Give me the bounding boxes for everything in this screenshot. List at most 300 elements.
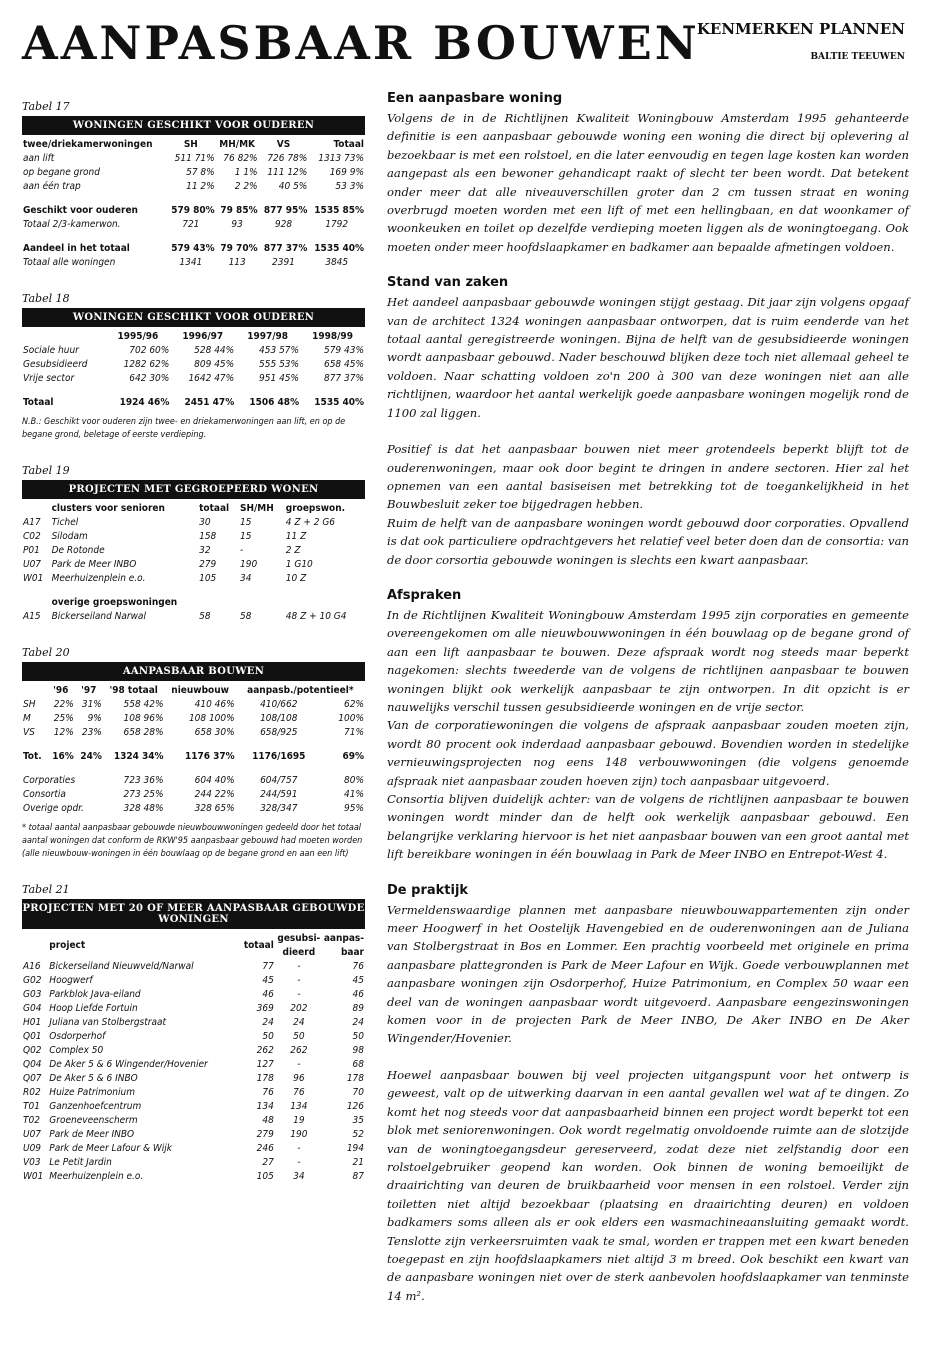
table-cell: - [297, 1157, 301, 1168]
row-label: Gesubsidieerd [23, 359, 88, 370]
table-cell: 1535 40% [314, 397, 364, 408]
table-cell: 558 42% [123, 699, 164, 710]
table-row [22, 218, 365, 232]
table-cell: 1282 62% [123, 359, 170, 370]
table-cell: 89 [352, 1003, 364, 1014]
project-code: G03 [23, 989, 42, 1000]
table-cell: 169 9% [329, 167, 364, 178]
table-row [22, 1156, 365, 1170]
table-cell: 22% [53, 699, 74, 710]
table-cell: 113 [228, 257, 246, 268]
table-cell: 25% [53, 713, 74, 724]
tabel-21-table [22, 932, 365, 1184]
table-cell: 69% [342, 751, 364, 762]
table-cell: 87 [352, 1171, 364, 1182]
table-cell: 178 [346, 1073, 364, 1084]
tabel-18 [22, 292, 365, 442]
table-cell: 134 [290, 1101, 308, 1112]
project-code: Q02 [23, 1045, 42, 1056]
table-cell: 108 96% [123, 713, 164, 724]
column-header: 1997/98 [247, 331, 289, 342]
table-cell: 15 [240, 517, 252, 528]
project-name: De Rotonde [51, 545, 105, 556]
table-cell: 12% [53, 727, 74, 738]
table-cell: 642 30% [129, 373, 170, 384]
table-caption: Tabel 19 [22, 464, 70, 477]
section-heading: Stand van zaken [387, 275, 509, 291]
table-cell: 46 [262, 989, 274, 1000]
tabel-20 [22, 646, 365, 861]
table-cell: 262 [256, 1045, 274, 1056]
table-cell: 48 Z + 10 G4 [285, 611, 347, 622]
table-row [22, 698, 365, 712]
table-row [22, 358, 365, 372]
table-cell: 50 [262, 1031, 274, 1042]
paragraph [387, 1048, 909, 1066]
row-label: Totaal alle woningen [23, 257, 116, 268]
project-code: T02 [23, 1115, 40, 1126]
table-cell: 928 [274, 219, 293, 230]
column-header: SH [183, 139, 198, 150]
table-cell: 15 [240, 531, 252, 542]
row-label: Geschikt voor ouderen [23, 205, 138, 216]
column-header: VS [276, 139, 291, 150]
project-code: G04 [23, 1003, 42, 1014]
table-title: WONINGEN GESCHIKT VOOR OUDEREN [22, 116, 365, 135]
table-cell: 19 [293, 1115, 305, 1126]
table-cell: - [297, 961, 301, 972]
paragraph: Volgens de in de Richtlijnen Kwaliteit Woningbouw Amsterdam 1995 gehanteerde definitie is een aanpasbaar gebouwde woning een woning die direct bij oplevering al bezoekbaar is met een rolstoel, en die later eenvoudig en tegen lage kosten kan worden aangepast als een bewoner gehandicapt raakt of slecht ter been wordt. Dat betekent onder meer dat alle niveauverschillen groter dan 2 cm tussen straat en woning overbrugd moeten worden met een lift of met een hellingbaan, en dat woonkamer of woonkeuken en toilet op dezelfde verdieping moeten liggen als de woningtoegang. Ook moeten onder meer hoofdslaapkamer en badkamer aan bepaalde afmetingen voldoen. [387, 111, 909, 254]
project-name: De Aker 5 & 6 Wingender/Hovenier [49, 1059, 208, 1070]
table-row [22, 988, 365, 1002]
table-cell: 24% [80, 751, 102, 762]
project-name: Groeneveenscherm [49, 1115, 138, 1126]
table-note: * totaal aantal aanpasbaar gebouwde nieuwbouwwoningen gedeeld door het totaal aantal woningen dat conform de RKW'95 aanpasbaar gebouwd had moeten worden (alle nieuwbouw-woningen in één bouwlaag op de begane grond en aan een lift) [22, 823, 363, 859]
tabel-19 [22, 464, 365, 624]
project-name: Ganzenhoefcentrum [49, 1101, 142, 1112]
row-label: Overige opdr. [23, 803, 84, 814]
column-header: aanpasb./potentieel* [247, 685, 354, 696]
table-cell: 279 [199, 559, 217, 570]
table-cell: 1792 [325, 219, 349, 230]
table-title: PROJECTEN MET 20 OF MEER AANPASBAAR GEBOUWDE WONINGEN [22, 899, 365, 929]
table-cell: 45 [352, 975, 364, 986]
table-row [22, 712, 365, 726]
table-cell: 658 45% [323, 359, 364, 370]
table-cell: 2 Z [285, 545, 301, 556]
table-caption: Tabel 18 [22, 292, 70, 305]
table-cell: 58 [240, 611, 252, 622]
table-row [22, 1114, 365, 1128]
table-cell: 79 85% [220, 205, 258, 216]
column-header: Totaal [333, 139, 364, 150]
project-name: Meerhuizenplein e.o. [49, 1171, 144, 1182]
table-row [22, 1016, 365, 1030]
table-cell: 50 [352, 1031, 364, 1042]
table-cell: 52 [352, 1129, 364, 1140]
table-cell: 3845 [325, 257, 349, 268]
row-label: M [23, 713, 31, 724]
table-cell: 1341 [179, 257, 203, 268]
project-code: U07 [23, 559, 42, 570]
table-cell: 50 [293, 1031, 305, 1042]
table-cell: 1642 47% [188, 373, 235, 384]
project-code: W01 [23, 573, 44, 584]
author-name: BALTIE TEEUWEN [810, 52, 905, 62]
table-row [22, 726, 365, 740]
table-row [22, 180, 365, 194]
table-cell: 48 [262, 1115, 274, 1126]
column-header: nieuwbouw [171, 685, 229, 696]
section-kicker: KENMERKEN PLANNEN [696, 20, 905, 38]
project-name: Park de Meer INBO [51, 559, 137, 570]
table-title: AANPASBAAR BOUWEN [22, 662, 365, 681]
table-cell: 328/347 [260, 803, 298, 814]
column-header: SH/MH [240, 503, 274, 514]
section-heading: Afspraken [387, 587, 462, 603]
table-cell: 111 12% [267, 167, 308, 178]
table-cell: 127 [256, 1059, 274, 1070]
table-cell: 328 65% [194, 803, 235, 814]
article-section [387, 882, 909, 1306]
project-code: A15 [23, 611, 41, 622]
table-cell: 877 37% [323, 373, 364, 384]
tables-column [22, 100, 365, 1184]
section-heading: Een aanpasbare woning [387, 91, 563, 106]
project-name: Silodam [51, 531, 88, 542]
project-code: A16 [23, 961, 41, 972]
table-cell: 27 [262, 1157, 274, 1168]
table-cell: - [297, 1143, 301, 1154]
table-cell: 410/662 [260, 699, 298, 710]
table-cell: 24 [352, 1017, 364, 1028]
table-row [22, 750, 365, 764]
table-cell: 369 [256, 1003, 274, 1014]
table-cell: 555 53% [259, 359, 300, 370]
table-row [22, 1072, 365, 1086]
table-row [22, 774, 365, 788]
table-row [22, 974, 365, 988]
paragraph: Hoewel aanpasbaar bouwen bij veel projecten uitgangspunt voor het ontwerp is geweest, valt op de uitwerking daarvan in een aantal gevallen wel wat af te dingen. Zo komt het nog steeds voor dat aanpasbaarheid binnen een project wordt beperkt tot een blok met seniorenwoningen. Ook wordt regelmatig onvoldoende ruimte aan de slotzijde van de woningtoegangsdeur gereserveerd, zodat deze niet zelfstandig door een rolstoelgebruiker geopend kan worden. Ook binnen de woning bemoeilijkt de draairichting van deuren de bruikbaarheid voor mensen in een rolstoel. Verder zijn toiletten niet altijd bezoekbaar (plaatsing en draairichting deuren) en voldoen badkamers soms alleen als er ook elders een wasmachineaansluiting gemaakt wordt. Tenslotte zijn verkeersruimten vaak te smal, worden er trappen met een kwart beneden toegepast en zijn hoofdslaapkamers niet altijd 3 m breed. Ook beschikt een kwart van de aanpasbare woningen niet over de sterk aanbevolen hoofdslaapkamer van tenminste 14 m². [387, 1067, 909, 1303]
table-row [22, 152, 365, 166]
project-code: U07 [23, 1129, 42, 1140]
project-name: Huize Patrimonium [49, 1087, 135, 1098]
tabel-17 [22, 100, 365, 270]
table-cell: 30 [199, 517, 211, 528]
table-cell: 1176 37% [184, 751, 235, 762]
table-cell: 453 57% [259, 345, 300, 356]
table-cell: 658/925 [260, 727, 298, 738]
table-row [22, 1142, 365, 1156]
project-name: Osdorperhof [49, 1031, 106, 1042]
table-cell: 71% [344, 727, 364, 738]
table-cell: 273 25% [123, 789, 164, 800]
table-cell: - [297, 1059, 301, 1070]
table-cell: 1313 73% [318, 153, 364, 164]
project-code: W01 [23, 1171, 44, 1182]
table-cell: 95% [344, 803, 364, 814]
table-cell: 80% [344, 775, 364, 786]
row-label: Consortia [23, 789, 66, 800]
project-code: U09 [23, 1143, 42, 1154]
table-cell: 202 [290, 1003, 308, 1014]
column-header: 1998/99 [312, 331, 353, 342]
table-row [22, 1086, 365, 1100]
table-cell: - [297, 989, 301, 1000]
row-label: Totaal 2/3-kamerwon. [23, 219, 121, 230]
table-cell: 702 60% [129, 345, 170, 356]
table-cell: 45 [262, 975, 274, 986]
column-header [22, 684, 47, 698]
table-row [22, 1058, 365, 1072]
table-cell: 40 5% [278, 181, 308, 192]
paragraph: Positief is dat het aanpasbaar bouwen niet meer grotendeels beperkt blijft tot de ouderenwoningen, maar ook door begint te dringen in andere sectoren. Hier zal het opnemen van een aantal basiseisen met betrekking tot de toegankelijkheid in het Bouwbesluit zeker toe bijgedragen hebben. [387, 442, 909, 512]
column-header: '96 [53, 685, 69, 696]
table-cell: 178 [256, 1073, 274, 1084]
table-cell: 1535 85% [314, 205, 364, 216]
row-label: Vrije sector [23, 373, 75, 384]
table-cell: 41% [344, 789, 364, 800]
table-row [22, 1128, 365, 1142]
table-caption: Tabel 17 [22, 100, 70, 113]
table-row [22, 242, 365, 256]
tabel-17-table [22, 138, 365, 270]
table-row [22, 558, 365, 572]
project-name: De Aker 5 & 6 INBO [49, 1073, 138, 1084]
table-row [22, 166, 365, 180]
column-header: project [49, 940, 86, 951]
row-label: SH [23, 699, 36, 710]
table-cell: 24 [293, 1017, 305, 1028]
table-cell: 70 [352, 1087, 364, 1098]
table-cell: 96 [293, 1073, 305, 1084]
table-cell: 126 [346, 1101, 364, 1112]
table-cell: 158 [199, 531, 217, 542]
project-name: Meerhuizenplein e.o. [51, 573, 146, 584]
table-row [22, 1030, 365, 1044]
table-cell: 1324 34% [113, 751, 164, 762]
table-cell: 951 45% [259, 373, 300, 384]
row-label: VS [23, 727, 35, 738]
column-header: '98 totaal [109, 685, 158, 696]
table-cell: - [297, 975, 301, 986]
table-cell: 1176/1695 [252, 751, 306, 762]
tabel-19-table [22, 502, 365, 624]
table-title: PROJECTEN MET GEGROEPEERD WONEN [22, 480, 365, 499]
table-cell: 1 G10 [285, 559, 313, 570]
page-title: AANPASBAAR BOUWEN [22, 16, 700, 70]
table-cell: 1 1% [234, 167, 258, 178]
table-cell: 53 3% [335, 181, 364, 192]
table-cell: 108 100% [188, 713, 235, 724]
column-header: MH/MK [219, 139, 255, 150]
paragraph: Van de corporatiewoningen die volgens de afspraak aanpasbaar zouden moeten zijn, wordt 80 procent ook inderdaad aanpasbaar gebouwd. Bovendien worden in stedelijke vernieuwingsprojecten nog eens 148 verbouwwoningen (die volgens genoemde afspraak niet aanpasbaar zouden hoeven zijn) toch aanpasbaar uitgevoerd. [387, 718, 909, 788]
paragraph [387, 422, 909, 440]
table-cell: 93 [231, 219, 243, 230]
tabel-20-table [22, 684, 365, 816]
table-cell: 4 Z + 2 G6 [285, 517, 336, 528]
table-cell: 244/591 [260, 789, 298, 800]
table-cell: 58 [199, 611, 211, 622]
table-row [22, 1100, 365, 1114]
project-name: Hoogwerf [49, 975, 93, 986]
tabel-18-table [22, 330, 365, 410]
row-label: aan één trap [23, 181, 81, 192]
table-cell: 528 44% [194, 345, 235, 356]
table-caption: Tabel 21 [22, 883, 70, 896]
row-label: Totaal [23, 397, 54, 408]
table-cell: 76 [293, 1087, 305, 1098]
table-cell: 32 [199, 545, 211, 556]
table-cell: 194 [346, 1143, 364, 1154]
article-section [387, 587, 909, 864]
project-code: Q04 [23, 1059, 42, 1070]
row-label: Aandeel in het totaal [23, 243, 130, 254]
paragraph: In de Richtlijnen Kwaliteit Woningbouw Amsterdam 1995 zijn corporaties en gemeente overeengekomen om alle nieuwbouwwoningen in één bouwlaag op de begane grond of aan een lift aanpasbaar te bouwen. Deze afspraak wordt nog steeds maar beperkt nagekomen: slechts tweederde van de volgens de richtlijnen aanpasbaar te bouwen woningen blijkt ook werkelijk aanpasbaar te zijn ontworpen. In dit opzicht is er nauwelijks verschil tussen gesubsidieerde woningen en de vrije sector. [387, 607, 909, 714]
table-cell: 46 [352, 989, 364, 1000]
table-cell: 1535 40% [314, 243, 364, 254]
column-header: groepswon. [285, 503, 346, 514]
table-cell: 23% [81, 727, 102, 738]
table-row [22, 204, 365, 218]
table-cell: 16% [52, 751, 74, 762]
table-row [22, 344, 365, 358]
table-cell: 2 2% [234, 181, 258, 192]
project-code: Q01 [23, 1031, 42, 1042]
row-label: Tot. [23, 751, 42, 762]
table-cell: 34 [293, 1171, 305, 1182]
column-header: totaal [243, 940, 274, 951]
table-cell: 579 43% [171, 243, 215, 254]
paragraph: Het aandeel aanpasbaar gebouwde woningen stijgt gestaag. Dit jaar zijn volgens opgaaf van de architect 1324 woningen aanpasbaar ontworpen, dat is ruim eenderde van het totaal aantal geregistreerde woningen. Bijna de helft van de gesubsidieerde woningen wordt aanpasbaar gebouwd. Nader beschouwd blijken deze toch niet allemaal geheel te voldoen. Naar schatting voldoen zo'n 200 à 300 van deze woningen niet aan alle richtlijnen, waardoor het aantal werkelijk goede aanpasbare woningen mogelijk rond de 1100 zal liggen. [387, 295, 909, 420]
project-code: Q07 [23, 1073, 42, 1084]
table-cell: 658 28% [123, 727, 164, 738]
table-cell: 723 36% [123, 775, 164, 786]
table-cell: 246 [256, 1143, 274, 1154]
column-header: aanpas-baar [323, 933, 364, 958]
table-caption: Tabel 20 [22, 646, 70, 659]
table-cell: 68 [352, 1059, 364, 1070]
table-cell: 511 71% [174, 153, 215, 164]
project-name: Parkblok Java-eiland [49, 989, 141, 1000]
table-row [22, 1002, 365, 1016]
table-cell: 604/757 [260, 775, 298, 786]
table-cell: 76 [352, 961, 364, 972]
project-code: G02 [23, 975, 42, 986]
table-row [22, 530, 365, 544]
table-row [22, 1044, 365, 1058]
table-cell: 877 37% [263, 243, 308, 254]
table-cell: 809 45% [194, 359, 235, 370]
table-cell: 190 [290, 1129, 308, 1140]
table-cell: 262 [290, 1045, 308, 1056]
column-header: 1995/96 [117, 331, 159, 342]
table-row [22, 572, 365, 586]
table-cell: 190 [240, 559, 258, 570]
table-cell: 76 [262, 1087, 274, 1098]
project-code: R02 [23, 1087, 41, 1098]
table-row [22, 610, 365, 624]
article-section [387, 274, 909, 569]
subheader: overige groepswoningen [51, 597, 178, 608]
table-row [22, 256, 365, 270]
column-header: gesubsi-dieerd [277, 933, 321, 958]
table-cell: 579 43% [323, 345, 364, 356]
table-cell: 726 78% [267, 153, 308, 164]
table-cell: 244 22% [194, 789, 235, 800]
paragraph: Ruim de helft van de aanpasbare woningen wordt gebouwd door corporaties. Opvallend is dat ook particuliere opdrachtgevers het relatief veel beter doen dan de consortia: van de door corsortia gebouwde woningen is slechts een kwart aanpasbaar. [387, 515, 909, 567]
tabel-21 [22, 883, 365, 1184]
project-code: A17 [23, 517, 41, 528]
column-header: totaal [199, 503, 230, 514]
table-cell: 579 80% [171, 205, 215, 216]
project-name: Tichel [51, 517, 79, 528]
table-cell: 328 48% [123, 803, 164, 814]
column-header [22, 330, 105, 344]
project-name: Le Petit Jardin [49, 1157, 112, 1168]
project-code: T01 [23, 1101, 40, 1112]
paragraph: Consortia blijven duidelijk achter: van de volgens de richtlijnen aanpasbaar te bouwen woningen wordt minder dan de helft ook werkelijk aanpasbaar gebouwd. Een belangrijke verklaring hiervoor is het niet aanpasbaar bouwen van een groot aantal met lift bereikbare woningen in één bouwlaag in Park de Meer INBO en Entrepot-West 4. [387, 792, 909, 862]
project-name: Park de Meer Lafour & Wijk [49, 1143, 172, 1154]
table-row [22, 396, 365, 410]
project-name: Juliana van Stolbergstraat [49, 1017, 166, 1028]
table-cell: 134 [256, 1101, 274, 1112]
project-code: V03 [23, 1157, 41, 1168]
table-cell: 11 2% [186, 181, 215, 192]
table-cell: 1506 48% [249, 397, 300, 408]
table-cell: 658 30% [194, 727, 235, 738]
table-cell: 11 Z [285, 531, 307, 542]
row-label: Corporaties [23, 775, 76, 786]
article-section [387, 90, 909, 256]
table-cell: 877 95% [263, 205, 308, 216]
table-cell: - [240, 545, 244, 556]
column-header: clusters voor senioren [51, 503, 165, 514]
table-cell: 76 82% [223, 153, 258, 164]
article-column [387, 90, 909, 1323]
table-cell: 1924 46% [119, 397, 170, 408]
table-row [22, 960, 365, 974]
table-cell: 108/108 [260, 713, 298, 724]
table-cell: 77 [262, 961, 274, 972]
row-label: op begane grond [23, 167, 100, 178]
table-row [22, 544, 365, 558]
table-cell: 24 [262, 1017, 274, 1028]
paragraph: Vermeldenswaardige plannen met aanpasbare nieuwbouwappartementen zijn onder meer Hoogwerf in het Oostelijk Havengebied en de ouderenwoningen aan de Juliana van Stolbergstraat in Bos en Lommer. Een prachtig voorbeeld met originele en prima aanpasbare plattegronden is Park de Meer Lafour en Wijk. Goede verbouwplannen met aanpasbare woningen zijn Osdorperhof, Huize Patrimonium, en Complex 50 waar een deel van de woningen aanpasbaar wordt uitgevoerd. Aanpasbare eengezinswoningen komen voor in de projecten Park de Meer INBO, De Aker INBO en De Aker Wingender/Hovenier. [387, 902, 909, 1046]
table-cell: 35 [352, 1115, 364, 1126]
table-note: N.B.: Geschikt voor ouderen zijn twee- en driekamerwoningen aan lift, en op de begane grond, beletage of eerste verdieping. [22, 417, 346, 440]
project-code: C02 [23, 531, 41, 542]
article-body [387, 90, 909, 1305]
table-cell: 57 8% [186, 167, 215, 178]
section-heading: De praktijk [387, 882, 469, 898]
project-code: H01 [23, 1017, 42, 1028]
table-cell: 410 46% [194, 699, 235, 710]
table-cell: 721 [182, 219, 200, 230]
table-row [22, 1170, 365, 1184]
row-label: Sociale huur [23, 345, 79, 356]
table-cell: 2451 47% [184, 397, 235, 408]
column-header: twee/driekamerwoningen [23, 139, 153, 150]
table-row [22, 788, 365, 802]
project-code: P01 [23, 545, 40, 556]
row-label: aan lift [23, 153, 55, 164]
table-row [22, 372, 365, 386]
table-cell: 2391 [272, 257, 295, 268]
table-cell: 10 Z [285, 573, 307, 584]
column-header: 1996/97 [182, 331, 224, 342]
table-cell: 21 [352, 1157, 364, 1168]
